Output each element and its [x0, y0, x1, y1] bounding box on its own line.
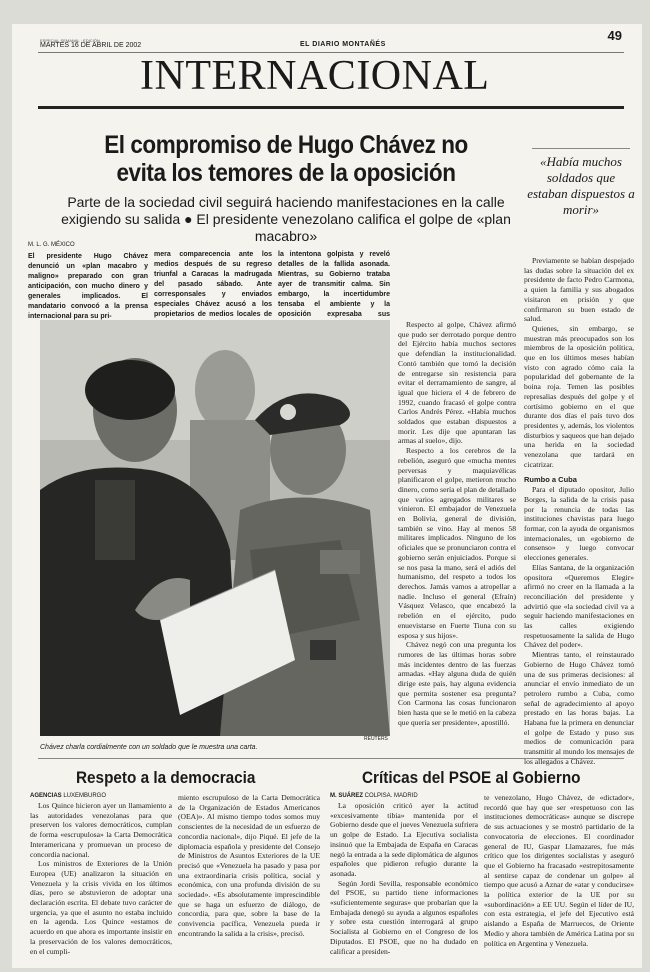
body-paragraph: Según Jordi Sevilla, responsable económico del PSOE, su partido tiene informaciones «suficientemente seguras» que probarían que la Embajada denegó su ayuda a algunos españoles y sobre esta cuestión interrogará al grupo Socialista al Gobierno en el Congreso de los Diputados. El PSOE, que no ha dudado en calificar a presiden- [330, 878, 478, 956]
body-paragraph: Previamente se habían despejado las dudas sobre la situación del ex presidente de facto Pedro Carmona, a quien la familia y sus abogados visitaron en prisión y que confirmaron su buen estado de salud. [524, 256, 634, 324]
main-headline-line2: evita los temores de la oposición [116, 159, 456, 187]
article2-headline: Respeto a la democracia [76, 768, 256, 787]
lower-rule [38, 758, 624, 759]
pullquote [526, 154, 636, 218]
body-column-3 [398, 320, 516, 728]
header-newspaper-name: EL DIARIO MONTAÑÉS [300, 41, 386, 48]
news-photo [40, 320, 390, 736]
lead-column-3 [278, 250, 390, 330]
body-paragraph: Los Quince hicieron ayer un llamamiento a las autoridades venezolanas para que preserven los valores democráticos, cumplan de forma «escrupulosa» la Carta Democrática Interamericana y promuevan un proceso de concordia nacional. [30, 801, 172, 859]
page-header [40, 38, 622, 52]
main-byline: M. L. G. MÉXICO [28, 242, 75, 248]
body-paragraph: Respecto al golpe, Chávez afirmó que pudo ser derrotado porque dentro del Ejército había muchos sectores que defendían la institucionalidad. Contó también que tomó la decisión de entregarse sin resistencia para evitar el derramamiento de sangre, al igual que hiciera el 4 de febrero de 1992, cuando fracasó el golpe contra Carlos Andrés Pérez. «Había muchos soldados que estaban dispuestos a morir. Les dije que apuntaran las armas al suelo», dijo. [398, 320, 516, 446]
photo-credit: REUTERS [364, 736, 388, 742]
body-paragraph: Quienes, sin embargo, se muestran más preocupados son los miembros de la oposición política, que en los últimos meses habían visto con agrado cómo caía la popularidad del gobernante de la boina roja. Temen las posibles represalias después del golpe y el cortísimo gobierno en el que durante dos días el país tuvo dos presidentes y, además, los violentos disturbios y saqueos que han dejado una herida en la sociedad venezolana que tardará en cicatrizar. [524, 323, 634, 469]
body-paragraph: Chávez negó con una pregunta los rumores de las últimas horas sobre más incidentes dentro de las fuerzas armadas. «Hay alguna duda de quién dirige este país, hay alguna evidencia que permita sostener esa pregunta? Con Carmona las cosas funcionaron bien hasta que se le metió en la cabeza que quería ser presidente», apostilló. [398, 640, 516, 727]
photo-illustration [40, 320, 390, 736]
body-paragraph: miento escrupuloso de la Carta Democrática de la Organización de Estados Americanos (OEA)». Al mismo tiempo todos somos muy conscientes de la necesidad de un esfuerzo de concordia nacional», dijo Piqué. El jefe de la diplomacia española y presidente del Consejo de Ministros de Asuntos Exteriores de la UE precisó que «Venezuela ha pasado y pasa por una extraordinaria crisis política, social y económica, con una profunda división de su sociedad». «Es absolutamente imprescindible que se haga un esfuerzo de diálogo, de concordia, para que, sobre la base de la convivencia pacífica, Venezuela pueda ir encontrando la salida a la crisis», precisó. [178, 793, 320, 938]
article3-byline [330, 793, 418, 799]
main-headline [70, 131, 502, 187]
article3-byline-author: M. SUÁREZ [330, 793, 363, 799]
page-number: 49 [607, 28, 622, 43]
article3-column-2 [484, 793, 634, 948]
section-title: INTERNACIONAL [140, 53, 490, 99]
section-rule [38, 106, 624, 109]
lead-text-3: la intentona golpista y reveló detalles de la fallida asonada. Mientras, su Gobierno trataba ayer de transmitir calma. Sin embargo, la incertidumbre tensaba el ambiente y la oposición expresaba sus [278, 251, 390, 318]
body-paragraph: La oposición criticó ayer la actitud «excesivamente tibia» mantenida por el Gobierno desde que el jueves Venezuela sufriera un golpe de Estado. La Ejecutiva socialista insinuó que la Embajada de España en Caracas negó la entrada a la sede diplomática de algunos españoles que pidieron refugio durante la asonada. [330, 801, 478, 878]
main-subhead: Parte de la sociedad civil seguirá haciendo manifestaciones en la calle exigiendo su salida ● El presidente venezolano califica el golpe de «plan macabro» [61, 194, 511, 244]
lead-column-1 [28, 240, 148, 322]
article2-column-2 [178, 793, 320, 939]
body-paragraph: te venezolano, Hugo Chávez, de «dictador», recordó que hay que ser «respetuoso con las instituciones democráticas» aunque se discrepe de sus actuaciones y se mostró partidario de la convocatoria de elecciones. El coordinador general de IU, Gaspar Llamazares, fue más crítico que los dirigentes socialistas y aseguró que el Gobierno ha fracasado «estrepitosamente al sentirse capaz de condenar un golpe» al tiempo que acusó a Aznar de «atar y conducirse» la política exterior de la UE por su «subordinación» a EE UU. Según el líder de IU, con esta estrategia, el jefe del Ejecutivo está aislando a España de Marruecos, de Oriente Medio y ahora también de América Latina por su política en Argentina y Venezuela. [484, 793, 634, 948]
article2-byline-place: LUXEMBURGO [63, 793, 107, 799]
pullquote-rule [532, 148, 630, 149]
body-paragraph: Respecto a los cerebros de la rebelión, aseguró que «mucha mentes perversas y maquiavélicas planificaron el golpe, metieron mucho dinero, como sería el plan de detallado que varios agregados militares se vinieron. El embajador de Venezuela en Bolivia, general de división, también se vino. Hay al menos 58 militares implicados. Ninguno de los oficiales que se pronunciaron contra el gobierno serán enjuiciados. Porque si se nos pasa la mano, será el adiós del humanismo, del respeto a todos los derechos. Jamás vamos a atropellar a nadie. Incluso el general (Efraín) Vásquez Velasco, que encabezó la rebelión en el ejército, pudo enuevistarse en Fuerte Tiuna con su esposa y sus hijos». [398, 446, 516, 640]
lead-text-1: El presidente Hugo Chávez denunció un «plan macabro y maligno» preparado con gran anticipación, con mucho dinero y generales implicados. El mandatario convocó a la prensa internacional para su pri- [28, 253, 148, 320]
article3-column-1 [330, 801, 478, 956]
header-tiny-text: ESPECIAL SEMANAL · EDICIÓN [40, 38, 100, 43]
col4-subhead: Rumbo a Cuba [524, 475, 577, 485]
body-column-4 [524, 256, 634, 767]
body-paragraph: Elías Santana, de la organización opositora «Queremos Elegir» afirmó no creer en la llamada a la reconciliación del presidente y advirtió que «la sociedad civil va a seguir haciendo manifestaciones en las calles exigiendo respetuosamente la salida de Hugo Chávez del poder». [524, 562, 634, 650]
article2-byline-agency: AGENCIAS [30, 793, 62, 799]
lead-text-2: mera comparecencia ante los medios después de su regreso triunfal a Caracas la madrugada del pasado sábado. Ante corresponsales y enviados especiales Chávez acusó a los propietarios de medios locales de [154, 251, 272, 318]
pullquote-text: «Había muchos soldados que estaban dispuestos a morir» [527, 154, 635, 217]
header-date: MARTES 16 DE ABRIL DE 2002 [40, 42, 142, 49]
article2-byline [30, 793, 106, 799]
article3-headline: Críticas del PSOE al Gobierno [362, 768, 581, 787]
body-paragraph: Para el diputado opositor, Julio Borges, la salida de la crisis pasa por la renuncia de todas las instituciones chavistas para luego formar, con la ayuda de organismos internacionales, un «gobierno de consenso» y luego convocar elecciones generales. [524, 485, 634, 563]
body-paragraph: Los ministros de Exteriores de la Unión Europea (UE) analizaron la situación en Venezuela y la crisis vivida en los últimos días, pero se abstuvieron de adoptar una declaración escrita. El debate tuvo carácter de urgencia, ya que el asunto no estaba incluido en la agenda. Los Quince «estamos de acuerdo en que ahora es importante insistir en la preservación de los valores democráticos, en el cumpli- [30, 859, 172, 956]
article3-byline-place: COLPISA. MADRID [364, 793, 418, 799]
article2-column-1 [30, 801, 172, 956]
body-paragraph: Mientras tanto, el reinstaurado Gobierno de Hugo Chávez tomó una de sus primeras decisiones: al anunciar el envío inmediato de un petrolero rumbo a Cuba, como señal de agradecimiento al apoyo prestado en las horas bajas. La Habana fue la primera en denunciar el golpe de Estado y puso sus medios de comunicación para transmitir al mundo los mensajes de los allegados a Chávez. [524, 650, 634, 766]
photo-caption: Chávez charla cordialmente con un soldado que le muestra una carta. [40, 744, 258, 751]
lead-column-2 [154, 250, 272, 330]
newspaper-page [12, 24, 642, 968]
main-headline-line1: El compromiso de Hugo Chávez no [104, 131, 468, 159]
